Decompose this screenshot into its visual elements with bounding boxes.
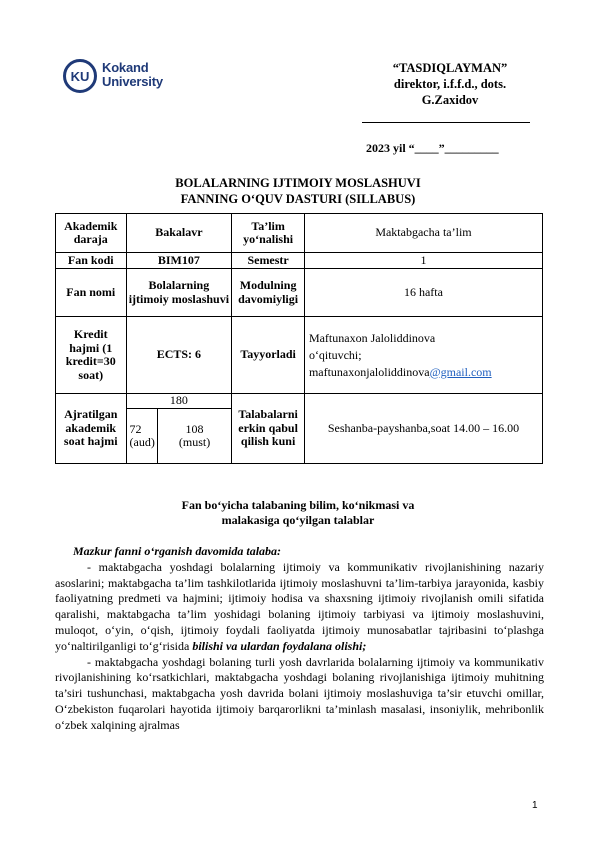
paragraph-1-emphasis: bilishi va ulardan foydalana olishi;: [192, 638, 367, 653]
degree-label: Akademik daraja: [56, 214, 127, 253]
syllabus-info-table: [55, 213, 543, 464]
table-row: [56, 253, 543, 269]
hours-aud: 72 (aud): [126, 409, 157, 464]
hours-must: 108 (must): [157, 409, 231, 464]
subtitle-line-1: Fan bo‘yicha talabaning bilim, ko‘nikmasi va: [181, 498, 415, 512]
table-row: [56, 269, 543, 317]
hours-label: Ajratilgan akademik soat hajmi: [56, 394, 127, 464]
code-label: Fan kodi: [56, 253, 127, 269]
logo-text: [102, 61, 163, 89]
author-email[interactable]: [309, 364, 540, 381]
approval-date: 2023 yil “____”_________: [366, 141, 499, 155]
free-day-label: Talabalarni erkin qabul qilish kuni: [232, 394, 305, 464]
signature-line: [362, 122, 530, 123]
body-text: [55, 544, 544, 734]
title-line-1: BOLALARNING IJTIMOIY MOSLASHUVI: [175, 176, 421, 190]
author-email-domain-link[interactable]: @gmail.com: [429, 364, 492, 379]
credit-value: ECTS: 6: [126, 317, 232, 394]
title-line-2: FANNING O‘QUV DASTURI (SILLABUS): [180, 192, 416, 206]
page-number: 1: [532, 800, 538, 811]
direction-value: Maktabgacha ta’lim: [304, 214, 542, 253]
kokand-university-logo-icon: [62, 58, 98, 94]
subject-name-value: Bolalarning ijtimoiy moslashuvi: [126, 269, 232, 317]
hours-total: 180: [126, 394, 232, 409]
university-logo: [62, 58, 172, 96]
author-email-user: maftunaxonjaloliddinova: [308, 364, 430, 379]
approval-position: direktor, i.f.f.d., dots.: [393, 77, 507, 91]
subtitle-line-2: malakasiga qo‘yilgan talablar: [221, 513, 375, 527]
table-row: [56, 394, 543, 409]
approval-heading: “TASDIQLAYMAN”: [392, 61, 508, 75]
svg-text:KU: KU: [70, 69, 90, 84]
semester-value: 1: [304, 253, 542, 269]
author-label: Tayyorladi: [232, 317, 305, 394]
table-row: [56, 317, 543, 394]
approval-block: [350, 60, 550, 108]
subject-name-label: Fan nomi: [56, 269, 127, 317]
requirements-heading: [100, 498, 496, 528]
duration-label: Modulning davomiyligi: [232, 269, 305, 317]
author-name: Maftunaxon Jaloliddinova: [308, 330, 436, 345]
table-row: [56, 214, 543, 253]
credit-label: Kredit hajmi (1 kredit=30 soat): [56, 317, 127, 394]
degree-value: Bakalavr: [126, 214, 232, 253]
body-paragraph-2: - maktabgacha yoshdagi bolaning turli yosh davrlarida bolalarning ijtimoiy va kommunikativ rivojlanishining ko‘rsatkichlari, maktabgacha yoshdagi bolaning rivojlanishiga ijtimoiy muhitning ta’siri tushunchasi, maktabgacha yosh davrida bolani ijtimoiy moslashuviga ta’sir etuvchi omillar, O‘zbekiston fuqarolari hayotida ijtimoiy barqarorlikni ta’minlash masalasi, insoniylik, mehribonlik o‘zbek xalqining ajralmas: [55, 654, 544, 732]
body-paragraph-1: [55, 560, 544, 655]
code-value: BIM107: [126, 253, 232, 269]
body-lead: Mazkur fanni o‘rganish davomida talaba:: [73, 544, 282, 558]
author-role: o‘qituvchi;: [308, 347, 362, 362]
logo-line-2: University: [102, 74, 163, 89]
approval-name: G.Zaxidov: [421, 93, 479, 107]
author-info: [304, 317, 542, 394]
semester-label: Semestr: [232, 253, 305, 269]
logo-line-1: Kokand: [102, 60, 149, 75]
free-day-value: Seshanba-payshanba,soat 14.00 – 16.00: [304, 394, 542, 464]
paragraph-1-text: - maktabgacha yoshdagi bolalarning ijtimoiy va kommunikativ rivojlanishining nazariy asoslarini; maktabgacha ta’lim tashkilotlarida ijtimoiy moslashuvni ta’lim-tarbiya jarayonida, kasbiy faoliyatning predmeti va hajmini; ijtimoiy hodisa va shaxsning ijtimoiy rivojlanish omili sifatida qaralishi, maktabgacha ta’lim yoshidagi bolaning ijtimoiy tarbiyasi va ijtimoiy moslashuvini, muloqot, o‘yin, o‘qish, ijtimoiy foydali faoliyatda ijtimoiy munosabatlar tajribasini to‘plashga yo‘naltirilganligi to‘g‘risida: [55, 559, 544, 653]
duration-value: 16 hafta: [304, 269, 542, 317]
direction-label: Ta’lim yo‘nalishi: [232, 214, 305, 253]
document-title: [100, 175, 496, 207]
